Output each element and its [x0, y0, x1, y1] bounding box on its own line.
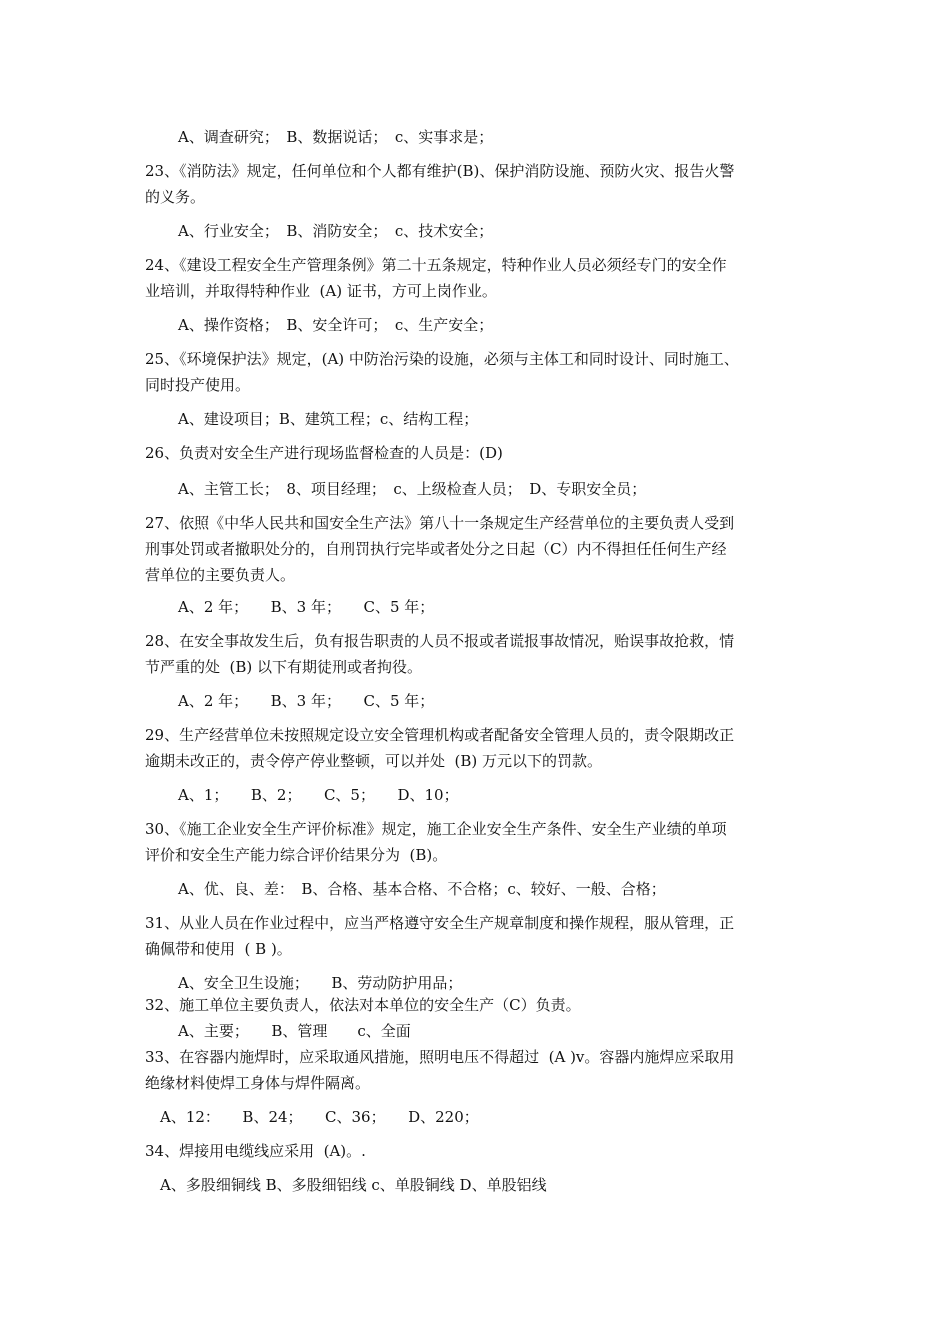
options-33: A、12： B、24； C、36； D、220；: [160, 1108, 479, 1126]
question-33-line-1: 33、在容器内施焊时，应采取通风措施，照明电压不得超过 (A )v。容器内施焊应采取用: [145, 1048, 735, 1066]
question-34: 34、焊接用电缆线应采用 (A)。.: [145, 1142, 366, 1160]
question-33-line-2: 绝缘材料使焊工身体与焊件隔离。: [145, 1074, 371, 1092]
question-29-line-1: 29、生产经营单位未按照规定设立安全管理机构或者配备安全管理人员的，责令限期改正: [145, 726, 735, 744]
question-31-line-2: 确佩带和使用 ( B )。: [145, 940, 292, 958]
question-25-line-1: 25、《环境保护法》规定，(A) 中防治污染的设施，必须与主体工和同时设计、同时施工、: [145, 350, 739, 368]
options-23: A、行业安全； B、消防安全； c、技术安全；: [178, 222, 494, 240]
question-24-line-1: 24、《建设工程安全生产管理条例》第二十五条规定，特种作业人员必须经专门的安全作: [145, 256, 727, 274]
question-23-line-1: 23、《消防法》规定，任何单位和个人都有维护(B)、保护消防设施、预防火灾、报告火警: [145, 162, 735, 180]
question-26: 26、负责对安全生产进行现场监督检查的人员是：(D): [145, 444, 503, 462]
question-27-line-2: 刑事处罚或者撤职处分的，自刑罚执行完毕或者处分之日起（C）内不得担任任何生产经: [145, 540, 727, 558]
question-28-line-2: 节严重的处 (B) 以下有期徒刑或者拘役。: [145, 658, 423, 676]
options-24: A、操作资格； B、安全许可； c、生产安全；: [178, 316, 494, 334]
question-31-line-1: 31、从业人员在作业过程中，应当严格遵守安全生产规章制度和操作规程，服从管理，正: [145, 914, 735, 932]
question-24-line-2: 业培训，并取得特种作业 (A) 证书，方可上岗作业。: [145, 282, 497, 300]
options-25: A、建设项目；B、建筑工程；c、结构工程；: [178, 410, 479, 428]
options-22: A、调查研究； B、数据说话； c、实事求是；: [178, 128, 494, 146]
question-32: 32、施工单位主要负责人，依法对本单位的安全生产（C）负责。: [145, 996, 581, 1014]
options-31: A、安全卫生设施； B、劳动防护用品；: [178, 974, 463, 992]
question-25-line-2: 同时投产使用。: [145, 376, 251, 394]
question-30-line-1: 30、《施工企业安全生产评价标准》规定，施工企业安全生产条件、安全生产业绩的单项: [145, 820, 727, 838]
question-28-line-1: 28、在安全事故发生后，负有报告职责的人员不报或者谎报事故情况，贻误事故抢救，情: [145, 632, 735, 650]
question-27-line-3: 营单位的主要负责人。: [145, 566, 296, 584]
question-29-line-2: 逾期未改正的，责令停产停业整顿，可以并处 (B) 万元以下的罚款。: [145, 752, 603, 770]
options-28: A、2 年； B、3 年； C、5 年；: [178, 692, 435, 710]
options-32: A、主要； B、管理 c、全面: [178, 1022, 411, 1040]
question-23-line-2: 的义务。: [145, 188, 206, 206]
question-27-line-1: 27、依照《中华人民共和国安全生产法》第八十一条规定生产经营单位的主要负责人受到: [145, 514, 735, 532]
options-29: A、1； B、2； C、5； D、10；: [178, 786, 459, 804]
question-30-line-2: 评价和安全生产能力综合评价结果分为 (B)。: [145, 846, 448, 864]
options-34: A、多股细铜线 B、多股细铝线 c、单股铜线 D、单股铝线: [160, 1176, 547, 1194]
options-30: A、优、良、差： B、合格、基本合格、不合格；c、较好、一般、合格；: [178, 880, 666, 898]
options-27: A、2 年； B、3 年； C、5 年；: [178, 598, 435, 616]
options-26: A、主管工长； 8、项目经理； c、上级检查人员； D、专职安全员；: [178, 480, 647, 498]
